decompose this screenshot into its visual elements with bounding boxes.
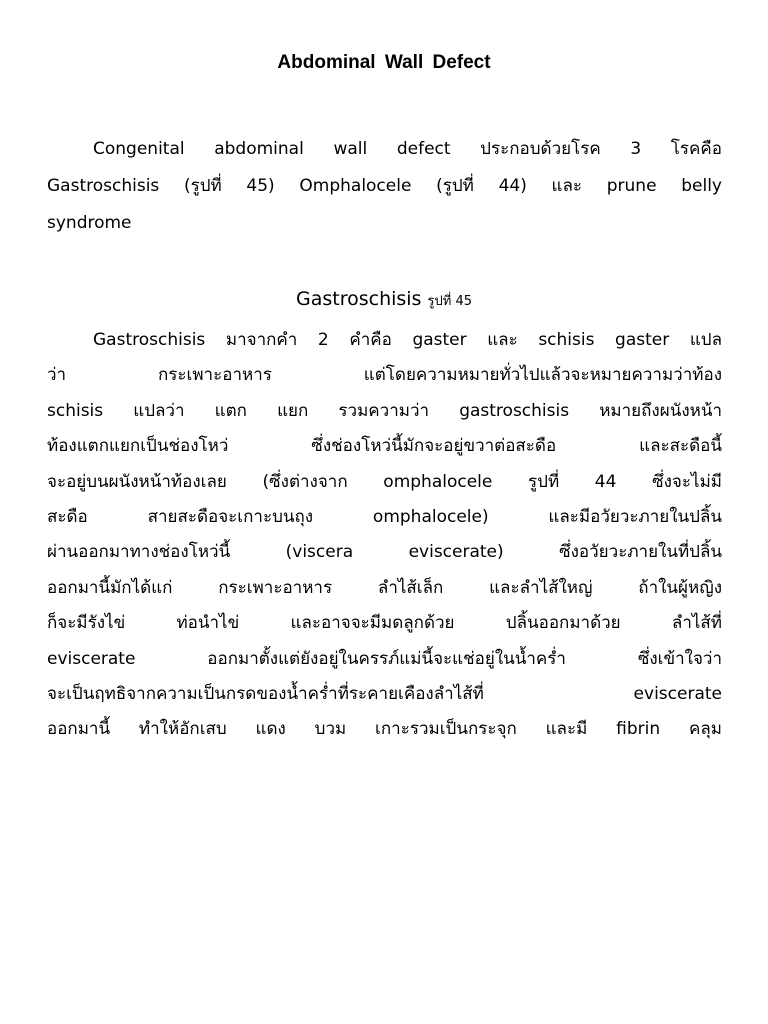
intro-paragraph bbox=[47, 131, 722, 242]
paragraph-line: จะเป็นฤทธิจากความเป็นกรดของน้ำคร่ำที่ระคายเคืองลำไส้ที่ eviscerate bbox=[47, 684, 722, 705]
paragraph-line: ก็จะมีรังไข่ ท่อนำไข่ และอาจจะมีมดลูกด้วย ปลิ้นออกมาด้วย ลำไส้ที่ bbox=[47, 613, 722, 634]
paragraph-line: ท้องแตกแยกเป็นช่องโหว่ ซึ่งช่องโหว่นี้มักจะอยู่ขวาต่อสะดือ และสะดือนี้ bbox=[47, 436, 722, 457]
paragraph-line: ออกมานี้มักได้แก่ กระเพาะอาหาร ลำไส้เล็ก และลำไส้ใหญ่ ถ้าในผู้หญิง bbox=[47, 577, 722, 598]
paragraph-line: syndrome bbox=[47, 213, 132, 233]
document-title: Abdominal Wall Defect bbox=[277, 52, 491, 73]
paragraph-line: ออกมานี้ ทำให้อักเสบ แดง บวม เกาะรวมเป็นกระจุก และมี fibrin คลุม bbox=[47, 719, 722, 740]
paragraph-line: Congenital abdominal wall defect ประกอบด้วยโรค 3 โรคคือ bbox=[93, 139, 722, 159]
paragraph-line: ผ่านออกมาทางช่องโหว่นี้ (viscera eviscerate) ซึ่งอวัยวะภายในที่ปลิ้น bbox=[47, 542, 722, 563]
body-paragraph bbox=[47, 323, 722, 748]
paragraph-line: eviscerate ออกมาตั้งแต่ยังอยู่ในครรภ์แม่นี้จะแช่อยู่ในน้ำคร่ำ ซึ่งเข้าใจว่า bbox=[47, 648, 722, 669]
section-heading bbox=[0, 288, 768, 311]
paragraph-line: ว่า กระเพาะอาหาร แต่โดยความหมายทั่วไปแล้วจะหมายความว่าท้อง bbox=[47, 365, 722, 386]
paragraph-line: สะดือ สายสะดือจะเกาะบนถุง omphalocele) และมีอวัยวะภายในปลิ้น bbox=[47, 507, 722, 528]
paragraph-line: Gastroschisis มาจากคำ 2 คำคือ gaster และ schisis gaster แปล bbox=[93, 330, 722, 350]
paragraph-line: schisis แปลว่า แตก แยก รวมความว่า gastroschisis หมายถึงผนังหน้า bbox=[47, 400, 722, 421]
paragraph-line: Gastroschisis (รูปที่ 45) Omphalocele (รูปที่ 44) และ prune belly bbox=[47, 176, 722, 196]
section-heading-text: Gastroschisis bbox=[295, 288, 422, 310]
section-figure-ref: รูปที่ 45 bbox=[427, 294, 472, 309]
paragraph-line: จะอยู่บนผนังหน้าท้องเลย (ซึ่งต่างจาก omphalocele รูปที่ 44 ซึ่งจะไม่มี bbox=[47, 471, 722, 492]
